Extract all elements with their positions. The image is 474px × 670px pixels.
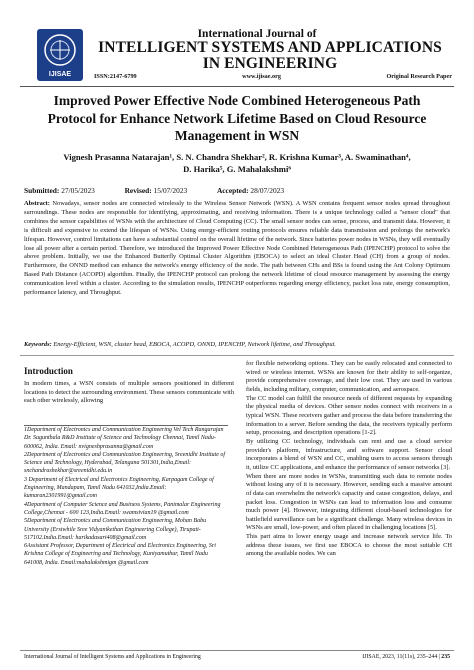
affiliation-6: 6Assistant Professor, Department of Electrical and Electronics Engineering, Sri Krishna College of Engineering and Technology, Kuniyamuthur, Tamil Nadu 641008, India. Email:mahalakshmigm @gmail.com <box>24 543 216 566</box>
affiliation-2: 2Department of Electronics and Communication Engineering, Sreenidhi Institute of Science and Technology, Hyderabad, Telangana 501301,India,Email: snchandrashekhar@sreenidhi.edu.in <box>24 451 226 475</box>
submitted-label: Submitted: <box>24 186 60 195</box>
journal-intl-label: International Journal of <box>197 28 317 40</box>
submission-dates <box>24 186 284 195</box>
revised-label: Revised: <box>124 186 152 195</box>
footer-citation <box>362 654 450 660</box>
issn: ISSN:2147-6799 <box>94 73 137 80</box>
keywords-text: Energy-Efficient, WSN, cluster head, EBOCA, ACOPD, ONND, IPENCHP, Network lifetime, and Throughput. <box>53 341 336 348</box>
revised-date: 15/07/2023 <box>153 186 188 195</box>
authors-line-1: Vignesh Prasanna Natarajan¹, S. N. Chandra Shekhar², R. Krishna Kumar³, A. Swaminathan⁴, <box>63 152 411 162</box>
keywords-label: Keywords: <box>24 341 52 348</box>
journal-name: INTELLIGENT SYSTEMS AND APPLICATIONS IN ENGINEERING <box>98 39 442 72</box>
abstract-text: Nowadays, sensor nodes are connected wirelessly to the Wireless Sensor Network (WSN). A WSN contains frequent sensor nodes spread throughout surroundings. These nodes are responsible for identifying, approximating, and receiving information. There is a unique technology called a "sensor cloud" that combines the sensor capabilities of WSNs with the architecture of Cloud Computing (CC). The small sensor nodes can sense, process, and transmit data. However, it is difficult and expensive to extend the lifespan of WSNs. Using energy-efficient routing protocols ensures reliable data transmission and prolongs the network's lifespan. However, control limitations can have a substantial control on the overall lifetime of the network. Since batteries power nodes in WSNs, they will eventually lose all power after a certain period. Therefore, we introduced the Improved Power Effective Node Combined Heterogeneous Path (IPENCHP) protocol to solve the above problem. Initially, we use the Enhanced Butterfly Optimal Cluster Algorithm (EBOCA) to select an ideal Cluster Head (CH) from a group of nodes. Furthermore, the ONND method can enhance the network's energy efficiency of the node. The path between CHs and BSs is found using the Ant Colony Optimum Based Path Distance (ACOPD) algorithm. Finally, the IPENCHP protocol can prolong the network lifetime of cloud resource management by assessing the energy communication level within a cluster. According to the simulation results, IPENCHP outperforms regarding energy efficiency, packet loss rate, energy consumption, performance latency, and Throughput. <box>24 200 450 297</box>
affiliation-3: 3 Department of Electrical and Electronics Engineering, Karpagam College of Engineering, Mandapam, Tamil Nadu 641032,India.Email: kumaran2301991@gmail.com <box>24 476 214 500</box>
affiliation-1: 1Department of Electronics and Communication Engineering Vel Tech Rangarajan Dr. Sagunthala R&D Institute of Science and Technology Chennai, Tamil Nadu-600062, India. Email: nvigneshprasanna@gmail.com <box>24 427 224 450</box>
intro-paragraph-right-3: By utilizing CC technology, individuals can rent and use a cloud service provider's platform, infrastructure, and software support. Sensor cloud incorporates a blend of WSN and CC, enabling users to access sensors through it, utilize CC applications, and enhance the performance of sensor networks [3]. <box>246 437 452 471</box>
journal-meta-row <box>94 73 452 80</box>
intro-paragraph-left: In modern times, a WSN consists of multiple sensors positioned in different locations to detect the surrounding environment. These sensors communicate with each other wirelessly, allowing <box>24 380 235 405</box>
logo-lettering: IJISAE <box>48 71 72 78</box>
keywords-divider <box>20 355 454 356</box>
journal-website-link[interactable]: www.ijisae.org <box>242 73 281 80</box>
abstract <box>24 200 450 298</box>
accepted-label: Accepted: <box>216 186 249 195</box>
submitted-date: 27/05/2023 <box>61 186 95 195</box>
affiliation-5: 5Department of Electronics and Communication Engineering, Mohan Babu University (Erstwhile Sree Vidyanikethan Engineering College), Tirupati-517102.India.Email: harikadasari408@gmail.com <box>24 518 207 541</box>
section-heading-introduction: Introduction <box>24 366 73 376</box>
footer-divider <box>20 650 454 651</box>
intro-paragraph-right-2: The CC model can fulfill the resource needs of different requests by expanding the physical media of devices. Other sensor nodes connect with receivers in a typical WSN. These receivers gather and process the data before transferring the information to a server. Before sending the data, the receivers typically perform setup, processing, and description operations [1-2]. <box>246 394 452 437</box>
intro-paragraph-right-1: for flexible networking options. They can be easily relocated and connected to wired or wireless internet. WSNs are known for their ability to self-organize, provide comprehensive coverage, and their low cost. They are used in various fields, including military, computer, communication, and aerospace. <box>246 360 452 393</box>
affiliation-4: 4Department of Computer Science and Business Systems, Panimalar Engineering College,Chennai - 600 123,India.Email: swamsivian19 @gmail.com <box>24 501 221 516</box>
right-column <box>246 360 452 559</box>
affiliations <box>24 425 228 644</box>
header-divider <box>20 86 454 87</box>
paper-title: Improved Power Effective Node Combined Heterogeneous Path Protocol for Enhance Network Lifetime Based on Cloud Resource Management in WSN <box>47 93 427 143</box>
footer-volume: IJISAE, 2023, 11(11s), 235–244 | <box>362 654 440 660</box>
accepted-date: 28/07/2023 <box>250 186 285 195</box>
authors-line-2: D. Harika⁵, G. Mahalakshmi⁶ <box>183 164 291 174</box>
intro-paragraph-right-4: When there are more nodes in WSNs, transmitting such data to remote nodes without losing any of it is necessary. However, sending such a massive amount of data can overwhelm the network's capacity and cause congestion, delays, and packet loss. Congestion in WSNs can lead to information loss and consume much power [4]. However, integrating different cloud-based technologies for battlefield surveillance can be a significant challenge. Many wireless devices in WSNs are small, low-power, and often placed in challenging locations [5]. <box>246 472 452 532</box>
page-footer <box>24 654 450 660</box>
left-column <box>24 360 234 406</box>
author-list <box>36 151 438 175</box>
intro-paragraph-right-5: This part aims to lower energy usage and increase network service life. To address these issues, we first use EBOCA to choose the most suitable CH among the available nodes. We can <box>246 533 452 558</box>
abstract-label: Abstract: <box>24 200 50 207</box>
keywords <box>24 341 450 350</box>
footer-journal: International Journal of Intelligent Systems and Applications in Engineering <box>24 654 201 660</box>
paper-type: Original Research Paper <box>386 73 452 80</box>
page-number: 235 <box>441 654 450 660</box>
